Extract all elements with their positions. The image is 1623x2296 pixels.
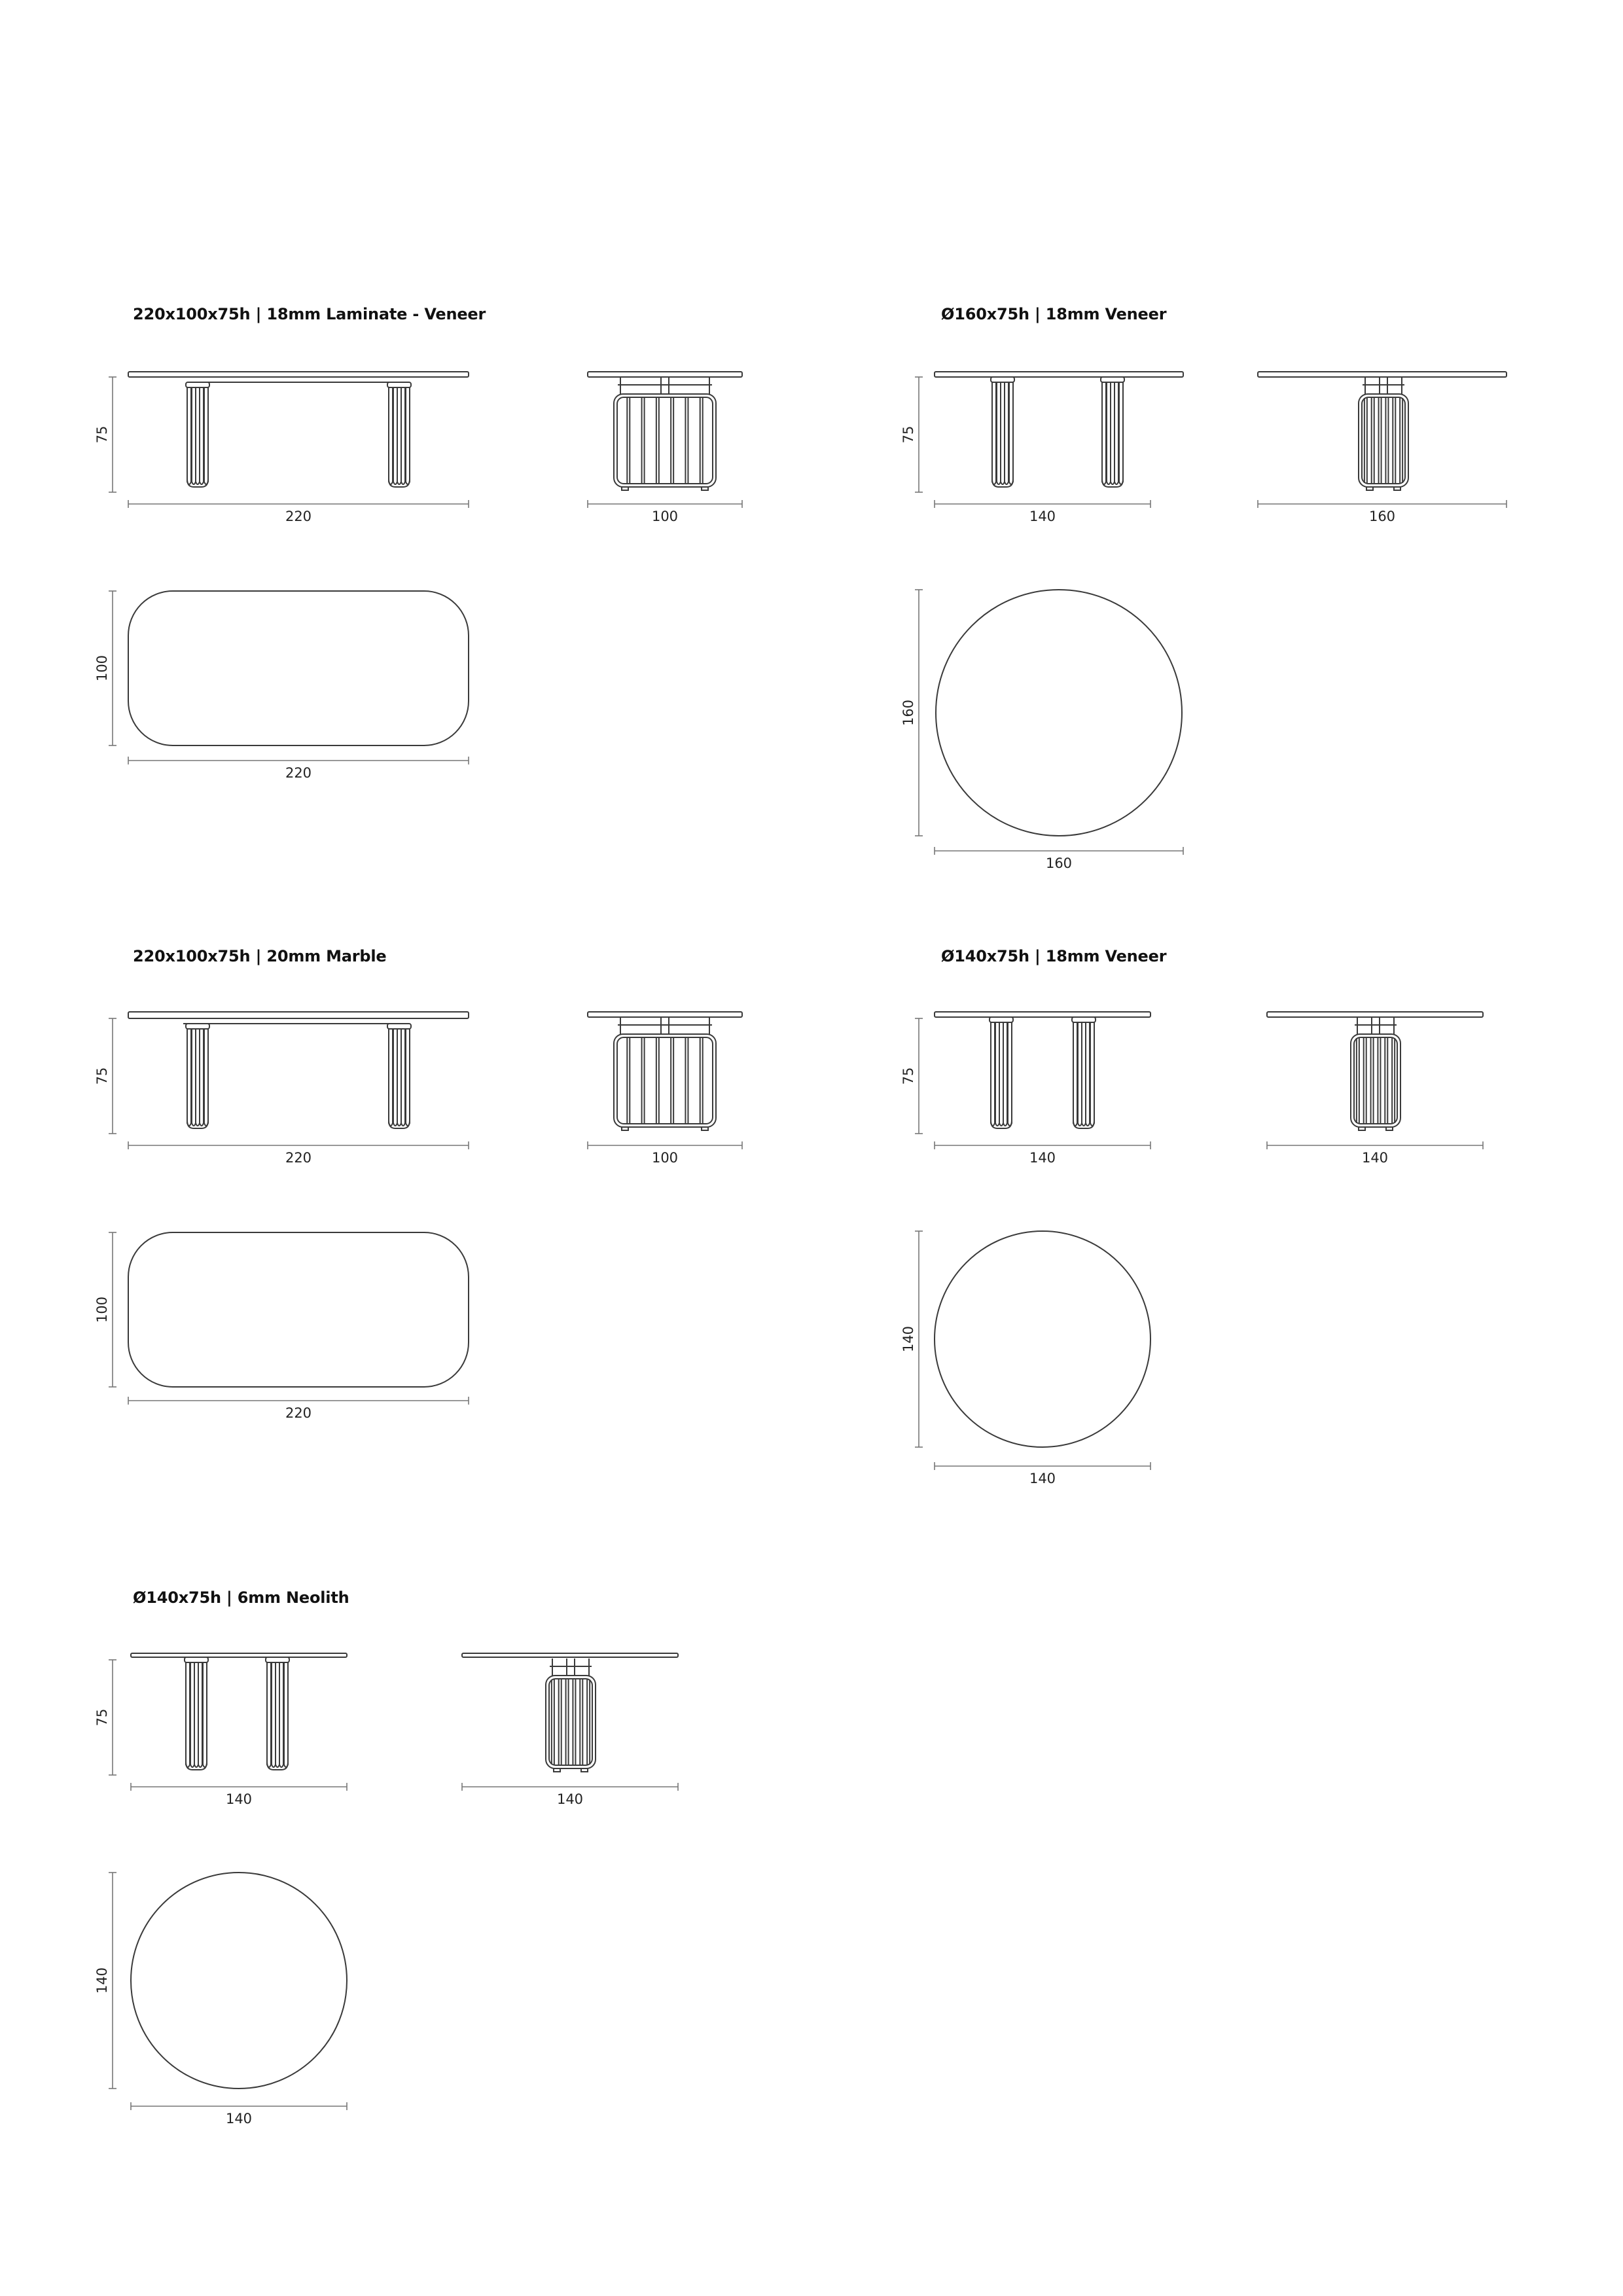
dim-label: 140 bbox=[901, 1325, 916, 1353]
table-leg bbox=[186, 382, 209, 487]
dim-height-s3-top bbox=[94, 1232, 116, 1387]
table-base-frame bbox=[1359, 377, 1408, 490]
table-leg bbox=[1101, 377, 1124, 487]
dim-label: 160 bbox=[1045, 855, 1073, 871]
dim-label: 100 bbox=[651, 509, 679, 524]
dim-height-s3-side bbox=[94, 1018, 116, 1134]
section-title-rect-laminate: 220x100x75h | 18mm Laminate - Veneer bbox=[133, 305, 486, 323]
dim-height-s4-top bbox=[901, 1231, 923, 1447]
section-title-round-140-veneer: Ø140x75h | 18mm Veneer bbox=[941, 947, 1167, 965]
dim-height-s2-side bbox=[901, 377, 923, 492]
dim-label: 140 bbox=[1361, 1150, 1389, 1166]
dim-label: 100 bbox=[651, 1150, 679, 1166]
dim-label: 140 bbox=[225, 2111, 253, 2126]
dim-label: 140 bbox=[94, 1967, 110, 1994]
table-leg bbox=[991, 377, 1014, 487]
side-view-round-140-veneer bbox=[935, 1012, 1150, 1128]
dim-label: 160 bbox=[901, 699, 916, 726]
dim-width-s1-side bbox=[128, 500, 469, 524]
table-base-frame bbox=[1351, 1017, 1400, 1130]
dim-label: 140 bbox=[556, 1791, 584, 1807]
section-title-round-160-veneer: Ø160x75h | 18mm Veneer bbox=[941, 305, 1167, 323]
top-view-rect-laminate bbox=[128, 591, 469, 745]
table-leg bbox=[387, 382, 411, 487]
side-view-round-160 bbox=[935, 372, 1183, 487]
table-base-frame bbox=[588, 1012, 742, 1130]
dim-height-s4-side bbox=[901, 1018, 923, 1134]
dim-height-s1-top bbox=[94, 591, 116, 745]
table-base-frame bbox=[546, 1659, 596, 1772]
top-view-round-160 bbox=[936, 590, 1182, 836]
end-view-round-140-neolith bbox=[462, 1653, 678, 1772]
dim-width-s3-end bbox=[588, 1141, 742, 1166]
dim-width-s3-top bbox=[128, 1397, 469, 1421]
dim-width-s4-end bbox=[1267, 1141, 1483, 1166]
dim-label: 140 bbox=[1029, 1150, 1056, 1166]
dim-width-s5-top bbox=[131, 2102, 347, 2126]
section-title-round-140-neolith: Ø140x75h | 6mm Neolith bbox=[133, 1588, 349, 1607]
table-leg bbox=[1072, 1017, 1096, 1128]
side-view-rect-laminate bbox=[128, 372, 469, 487]
top-view-round-140-veneer bbox=[935, 1231, 1150, 1447]
dim-height-s2-top bbox=[901, 590, 923, 836]
dim-label: 100 bbox=[94, 655, 110, 682]
dim-width-s5-side bbox=[131, 1783, 347, 1807]
end-view-round-160 bbox=[1258, 372, 1507, 490]
dim-width-s1-end bbox=[588, 500, 742, 524]
table-leg bbox=[990, 1017, 1013, 1128]
dim-label: 220 bbox=[285, 1405, 312, 1421]
top-view-round-140-neolith bbox=[131, 1873, 347, 2089]
dim-label: 75 bbox=[94, 1067, 110, 1085]
dim-label: 75 bbox=[901, 425, 916, 444]
dim-width-s5-end bbox=[462, 1783, 678, 1807]
dim-width-s2-end bbox=[1258, 500, 1507, 524]
top-view-rect-marble bbox=[128, 1232, 469, 1387]
dim-width-s2-top bbox=[935, 847, 1183, 871]
dim-height-s1-side bbox=[94, 377, 116, 492]
dim-label: 220 bbox=[285, 1150, 312, 1166]
table-leg bbox=[186, 1024, 209, 1128]
dim-width-s4-side bbox=[935, 1141, 1150, 1166]
dim-width-s2-side bbox=[935, 500, 1150, 524]
dim-label: 220 bbox=[285, 509, 312, 524]
dim-label: 220 bbox=[285, 765, 312, 781]
end-view-rect-marble bbox=[588, 1012, 742, 1130]
dim-label: 75 bbox=[94, 425, 110, 444]
dim-label: 140 bbox=[1029, 509, 1056, 524]
dim-label: 75 bbox=[94, 1708, 110, 1727]
dim-width-s3-side bbox=[128, 1141, 469, 1166]
dim-height-s5-top bbox=[94, 1873, 116, 2089]
section-title-rect-marble: 220x100x75h | 20mm Marble bbox=[133, 947, 387, 965]
side-view-rect-marble bbox=[128, 1012, 469, 1128]
dim-label: 140 bbox=[225, 1791, 253, 1807]
table-base-frame bbox=[588, 372, 742, 490]
table-leg bbox=[185, 1657, 208, 1770]
side-view-round-140-neolith bbox=[131, 1653, 347, 1770]
dim-label: 140 bbox=[1029, 1471, 1056, 1486]
dim-label: 100 bbox=[94, 1296, 110, 1323]
table-leg bbox=[387, 1024, 411, 1128]
table-leg bbox=[266, 1657, 289, 1770]
end-view-rect-laminate bbox=[588, 372, 742, 490]
dim-height-s5-side bbox=[94, 1660, 116, 1775]
dim-label: 160 bbox=[1368, 509, 1396, 524]
end-view-round-140-veneer bbox=[1267, 1012, 1483, 1130]
dim-width-s1-top bbox=[128, 757, 469, 781]
dim-label: 75 bbox=[901, 1067, 916, 1085]
dim-width-s4-top bbox=[935, 1462, 1150, 1486]
